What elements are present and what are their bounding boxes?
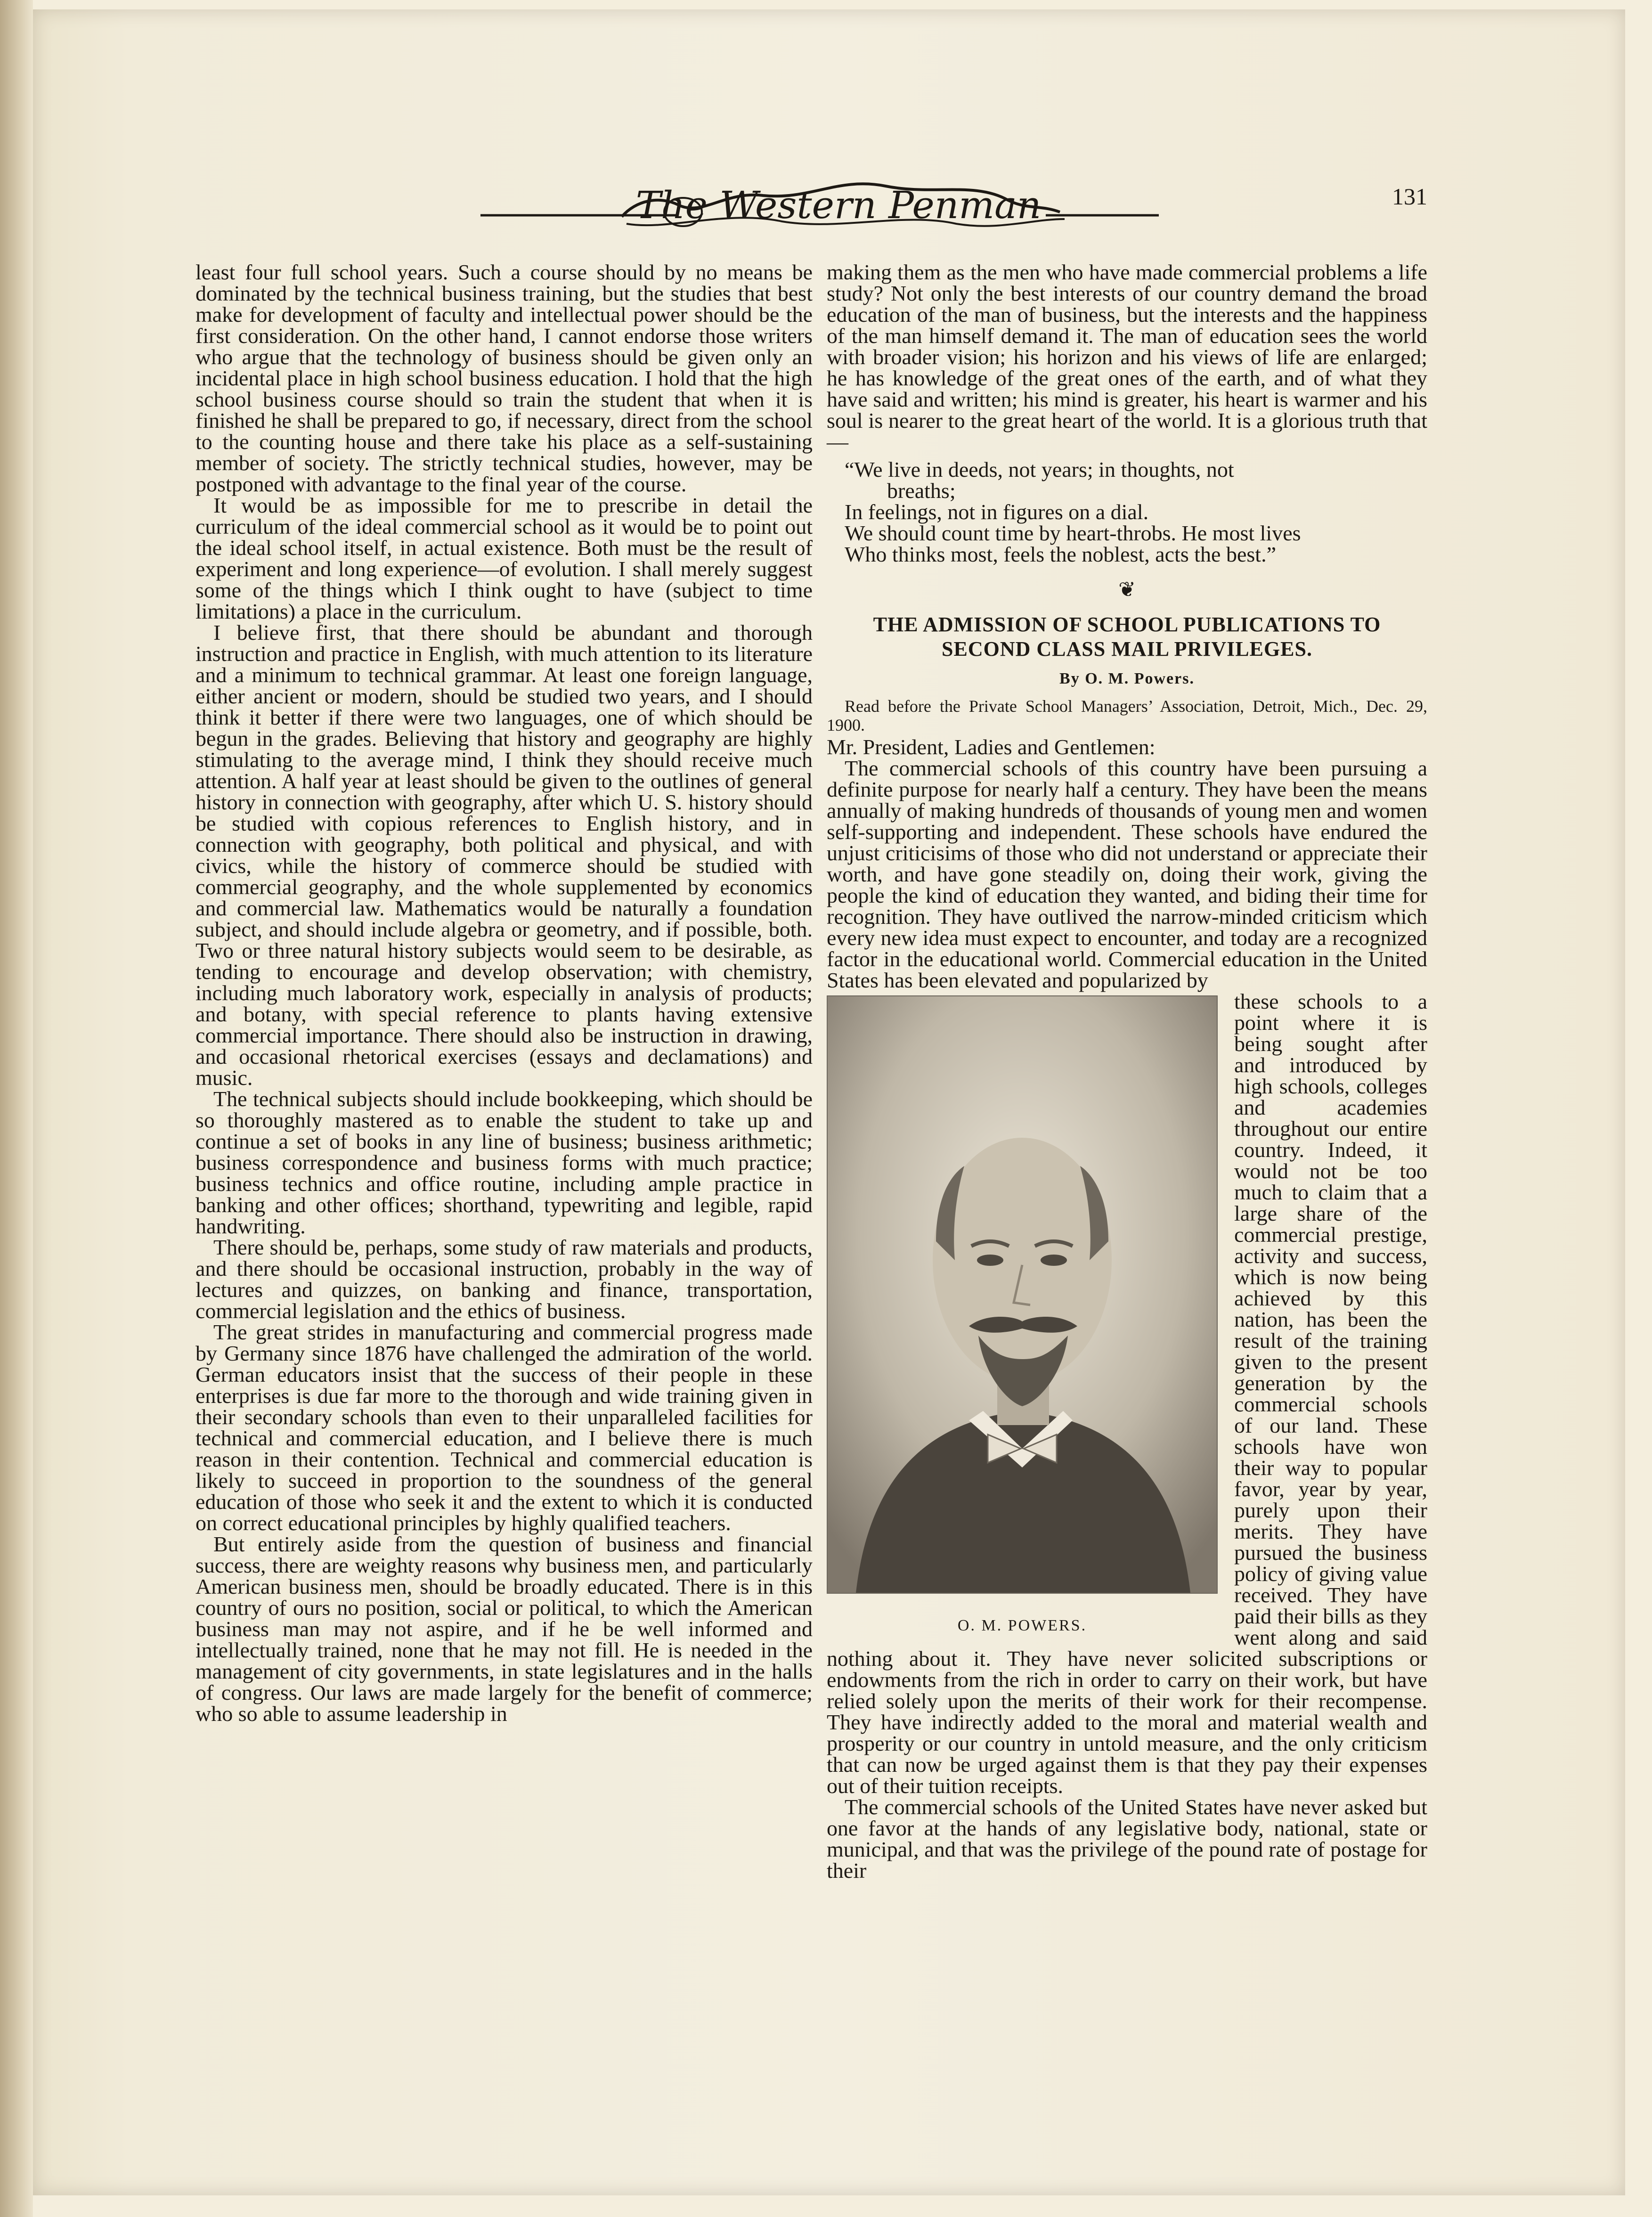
photo-caption: O. M. POWERS. — [957, 1617, 1087, 1634]
paragraph: I believe first, that there should be abundant and thorough instruction and practice in English, with much attention to its literature and a minimum to technical grammar. At least one foreign language, either ancient or modern, should be studied two years, and I should think it better if there were two languages, one of which should be begun in the grades. Believing that history and geography are highly stimulating to the average mind, I think they should receive much attention. A half year at least should be given to the outlines of general history in connection with geography, after which U. S. history should be studied with copious references to English history, and in connection with geography, both political and physical, and with civics, while the history of commerce should be studied with commercial geography, and the whole supplemented by economics and commercial law. Mathematics would be naturally a foundation subject, and should include algebra or geometry, and if possible, both. Two or three natural history subjects would seem to be desirable, as tending to encourage and develop observation; with chemistry, including much laboratory work, especially in analysis of products; and botany, with special reference to plants having extensive commercial importance. There should also be instruction in drawing, and occasional rhetorical exercises (essays and declamations) and music. — [195, 620, 813, 1090]
paragraph: these schools to a point where it is being sought after and introduced by high schools, colleges and academies throughout our entire country. Indeed, it would not be too much to claim that a large share of the commercial prestige, activity and success, which is now being achieved by this nation, has been the result of the training given to the present generation by the commercial schools of our land. These schools have won their way to popular favor, year by year, purely upon their merits. They have pursued the business policy of giving value received. They have paid their bills as they went along and said nothing about it. They have never solicited subscriptions or endowments from the rich in order to carry on their work, but have relied solely upon the merits of their work for their recompense. They have indirectly added to the moral and material wealth and prosperity or our country in untold measure, and the only criticism that can now be urged against them is that they pay their expenses out of their tuition receipts. — [827, 989, 1427, 1798]
portrait-figure — [827, 995, 1218, 1643]
masthead-logo — [480, 172, 1159, 243]
paragraph: The commercial schools of the United States have never asked but one favor at the hands of any legislative body, national, state or municipal, and that was the privilege of the pound rate of postage for their — [827, 1795, 1427, 1883]
salutation: Mr. President, Ladies and Gentlemen: — [827, 735, 1156, 759]
photo-wrap-area — [827, 991, 1427, 1796]
poem-quote — [827, 459, 1427, 565]
poem-line: We should count time by heart-throbs. He most lives — [845, 521, 1301, 545]
article-byline: By O. M. Powers. — [1059, 670, 1195, 687]
poem-line: “We live in deeds, not years; in thoughts, not — [845, 457, 1234, 481]
left-column — [195, 261, 813, 1724]
paragraph: least four full school years. Such a course should by no means be dominated by the technical business training, but the studies that best make for development of faculty and intellectual power should be the first consideration. On the other hand, I cannot endorse those writers who argue that the technology of business should be given only an incidental place in high school business education. I hold that the high school business course should so train the student that when it is finished he shall be prepared to go, if necessary, direct from the school to the counting house and there take his place as a self-sustaining member of society. The strictly technical studies, however, may be postponed with advantage to the final year of the course. — [195, 260, 813, 496]
article-note: Read before the Private School Managers’ Association, Detroit, Mich., Dec. 29, 1900. — [827, 697, 1427, 734]
portrait-photo — [827, 995, 1218, 1594]
right-column — [827, 261, 1427, 1881]
paragraph: The great strides in manufacturing and commercial progress made by Germany since 1876 have challenged the admiration of the world. German educators insist that the success of their people in these enterprises is due far more to the thorough and wide training given in their secondary schools than even to their unparalleled facilities for technical and commercial education, and I believe there is much reason in their contention. Technical and commercial education is likely to succeed in proportion to the soundness of the general education of those who seek it and the extent to which it is conducted on correct educational principles by highly qualified teachers. — [195, 1320, 813, 1535]
paragraph: It would be as impossible for me to prescribe in detail the curriculum of the ideal commercial school as it would be to point out the ideal school itself, in actual existence. Both must be the result of experiment and long experience—of evolution. I shall merely suggest some of the things which I think ought to have (subject to time limitations) a place in the curriculum. — [195, 493, 813, 623]
svg-text:The Western Penman: The Western Penman — [635, 183, 1042, 227]
paragraph: The technical subjects should include bookkeeping, which should be so thoroughly mastered as to enable the student to take up and continue a set of books in any line of business; business arithmetic; business correspondence and business forms with much practice; business technics and office routine, including ample practice in banking and other offices; shorthand, typewriting and legible, rapid handwriting. — [195, 1087, 813, 1238]
page-curl-shadow — [0, 0, 33, 2217]
page-number: 131 — [1392, 183, 1427, 210]
paragraph: But entirely aside from the question of business and financial success, there are weighty reasons why business men, and particularly American business men, should be broadly educated. There is in this country of ours no position, social or political, to which the American business man may not aspire, and if he be well informed and intellectually trained, none that he may not fill. He is needed in the management of city governments, in state legislatures and in the halls of congress. Our laws are made largely for the benefit of commerce; who so able to assume leadership in — [195, 1532, 813, 1726]
paragraph: making them as the men who have made commercial problems a life study? Not only the best interests of our country demand the broad education of the man of business, but the interests and the happiness of the man himself demand it. The man of education sees the world with broader vision; his horizon and his views of life are enlarged; he has knowledge of the great ones of the earth, and of what they have said and written; his mind is greater, his heart is warmer and his soul is nearer to the great heart of the world. It is a glorious truth that— — [827, 260, 1427, 454]
article-title: THE ADMISSION OF SCHOOL PUBLICATIONS TO SECOND CLASS MAIL PRIVILEGES. — [873, 613, 1381, 660]
paragraph: The commercial schools of this country have been pursuing a definite purpose for nearly half a century. They have been the means annually of making hundreds of thousands of young men and women self-supporting and independent. These schools have endured the unjust criticisims of those who did not understand or appreciate their worth, and have gone steadily on, doing their work, giving the people the kind of education they wanted, and biding their time for recognition. They have outlived the narrow-minded criticism which every new idea must expect to encounter, and today are a recognized factor in the educational world. Commercial education in the United States has been elevated and popularized by — [827, 756, 1427, 992]
poem-line: Who thinks most, feels the noblest, acts the best.” — [845, 542, 1276, 566]
leaf-ornament-icon: ❦ — [1118, 578, 1136, 601]
poem-line: In feelings, not in figures on a dial. — [845, 500, 1149, 524]
paragraph: There should be, perhaps, some study of raw materials and products, and there should be occasional instruction, probably in the way of lectures and quizzes, on banking and finance, transportation, commercial legislation and the ethics of business. — [195, 1235, 813, 1323]
poem-line: breaths; — [887, 479, 956, 503]
